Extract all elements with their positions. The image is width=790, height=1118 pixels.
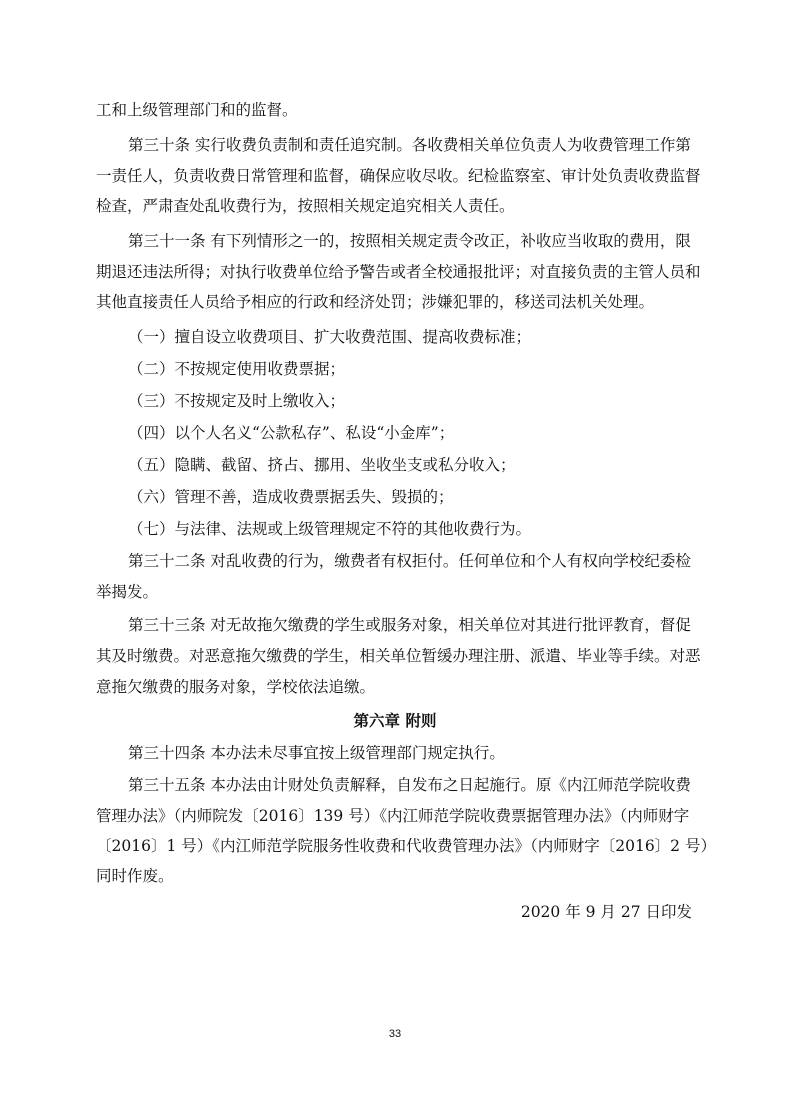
list-item-3: （三）不按规定及时上缴收入； bbox=[128, 392, 346, 410]
list-item-7: （七）与法律、法规或上级管理规定不符的其他收费行为。 bbox=[128, 520, 532, 538]
list-item-1: （一）擅自设立收费项目、扩大收费范围、提高收费标准； bbox=[128, 328, 532, 346]
article-35-line-1: 第三十五条 本办法由计财处负责解释，自发布之日起施行。原《内江师范学院收费 bbox=[128, 776, 691, 794]
issue-date: 2020 年 9 月 27 日印发 bbox=[520, 903, 692, 921]
article-34-line-1: 第三十四条 本办法未尽事宜按上级管理部门规定执行。 bbox=[128, 744, 505, 762]
article-30-line-2: 一责任人，负责收费日常管理和监督，确保应收尽收。纪检监察室、审计处负责收费监督 bbox=[96, 167, 701, 185]
page-number: 33 bbox=[388, 1028, 402, 1040]
paragraph-line: 工和上级管理部门和的监督。 bbox=[96, 101, 298, 119]
article-35-line-3: 〔2016〕1 号）《内江师范学院服务性收费和代收费管理办法》（内师财字〔2016〕2 号） bbox=[96, 837, 716, 855]
article-31-line-3: 其他直接责任人员给予相应的行政和经济处罚；涉嫌犯罪的，移送司法机关处理。 bbox=[96, 293, 655, 311]
article-31-line-1: 第三十一条 有下列情形之一的，按照相关规定责令改正，补收应当收取的费用，限 bbox=[128, 232, 691, 250]
chapter-heading: 第六章 附则 bbox=[353, 711, 437, 730]
article-30-line-1: 第三十条 实行收费负责制和责任追究制。各收费相关单位负责人为收费管理工作第 bbox=[128, 136, 691, 154]
list-item-2: （二）不按规定使用收费票据； bbox=[128, 360, 346, 378]
article-33-line-1: 第三十三条 对无故拖欠缴费的学生或服务对象，相关单位对其进行批评教育，督促 bbox=[128, 616, 691, 634]
article-35-line-4: 同时作废。 bbox=[96, 867, 174, 885]
article-32-line-2: 举揭发。 bbox=[96, 583, 159, 601]
article-31-line-2: 期退还违法所得；对执行收费单位给予警告或者全校通报批评；对直接负责的主管人员和 bbox=[96, 263, 701, 281]
list-item-6: （六）管理不善，造成收费票据丢失、毁损的； bbox=[128, 488, 454, 506]
article-33-line-3: 意拖欠缴费的服务对象，学校依法追缴。 bbox=[96, 678, 376, 696]
article-32-line-1: 第三十二条 对乱收费的行为，缴费者有权拒付。任何单位和个人有权向学校纪委检 bbox=[128, 552, 691, 570]
article-30-line-3: 检查，严肃查处乱收费行为，按照相关规定追究相关人责任。 bbox=[96, 197, 515, 215]
article-35-line-2: 管理办法》（内师院发〔2016〕139 号）《内江师范学院收费票据管理办法》（内师财字 bbox=[96, 807, 690, 825]
article-33-line-2: 其及时缴费。对恶意拖欠缴费的学生，相关单位暂缓办理注册、派遣、毕业等手续。对恶 bbox=[96, 647, 701, 665]
list-item-4: （四）以个人名义“公款私存”、私设“小金库”； bbox=[128, 424, 455, 442]
list-item-5: （五）隐瞒、截留、挤占、挪用、坐收坐支或私分收入； bbox=[128, 456, 516, 474]
